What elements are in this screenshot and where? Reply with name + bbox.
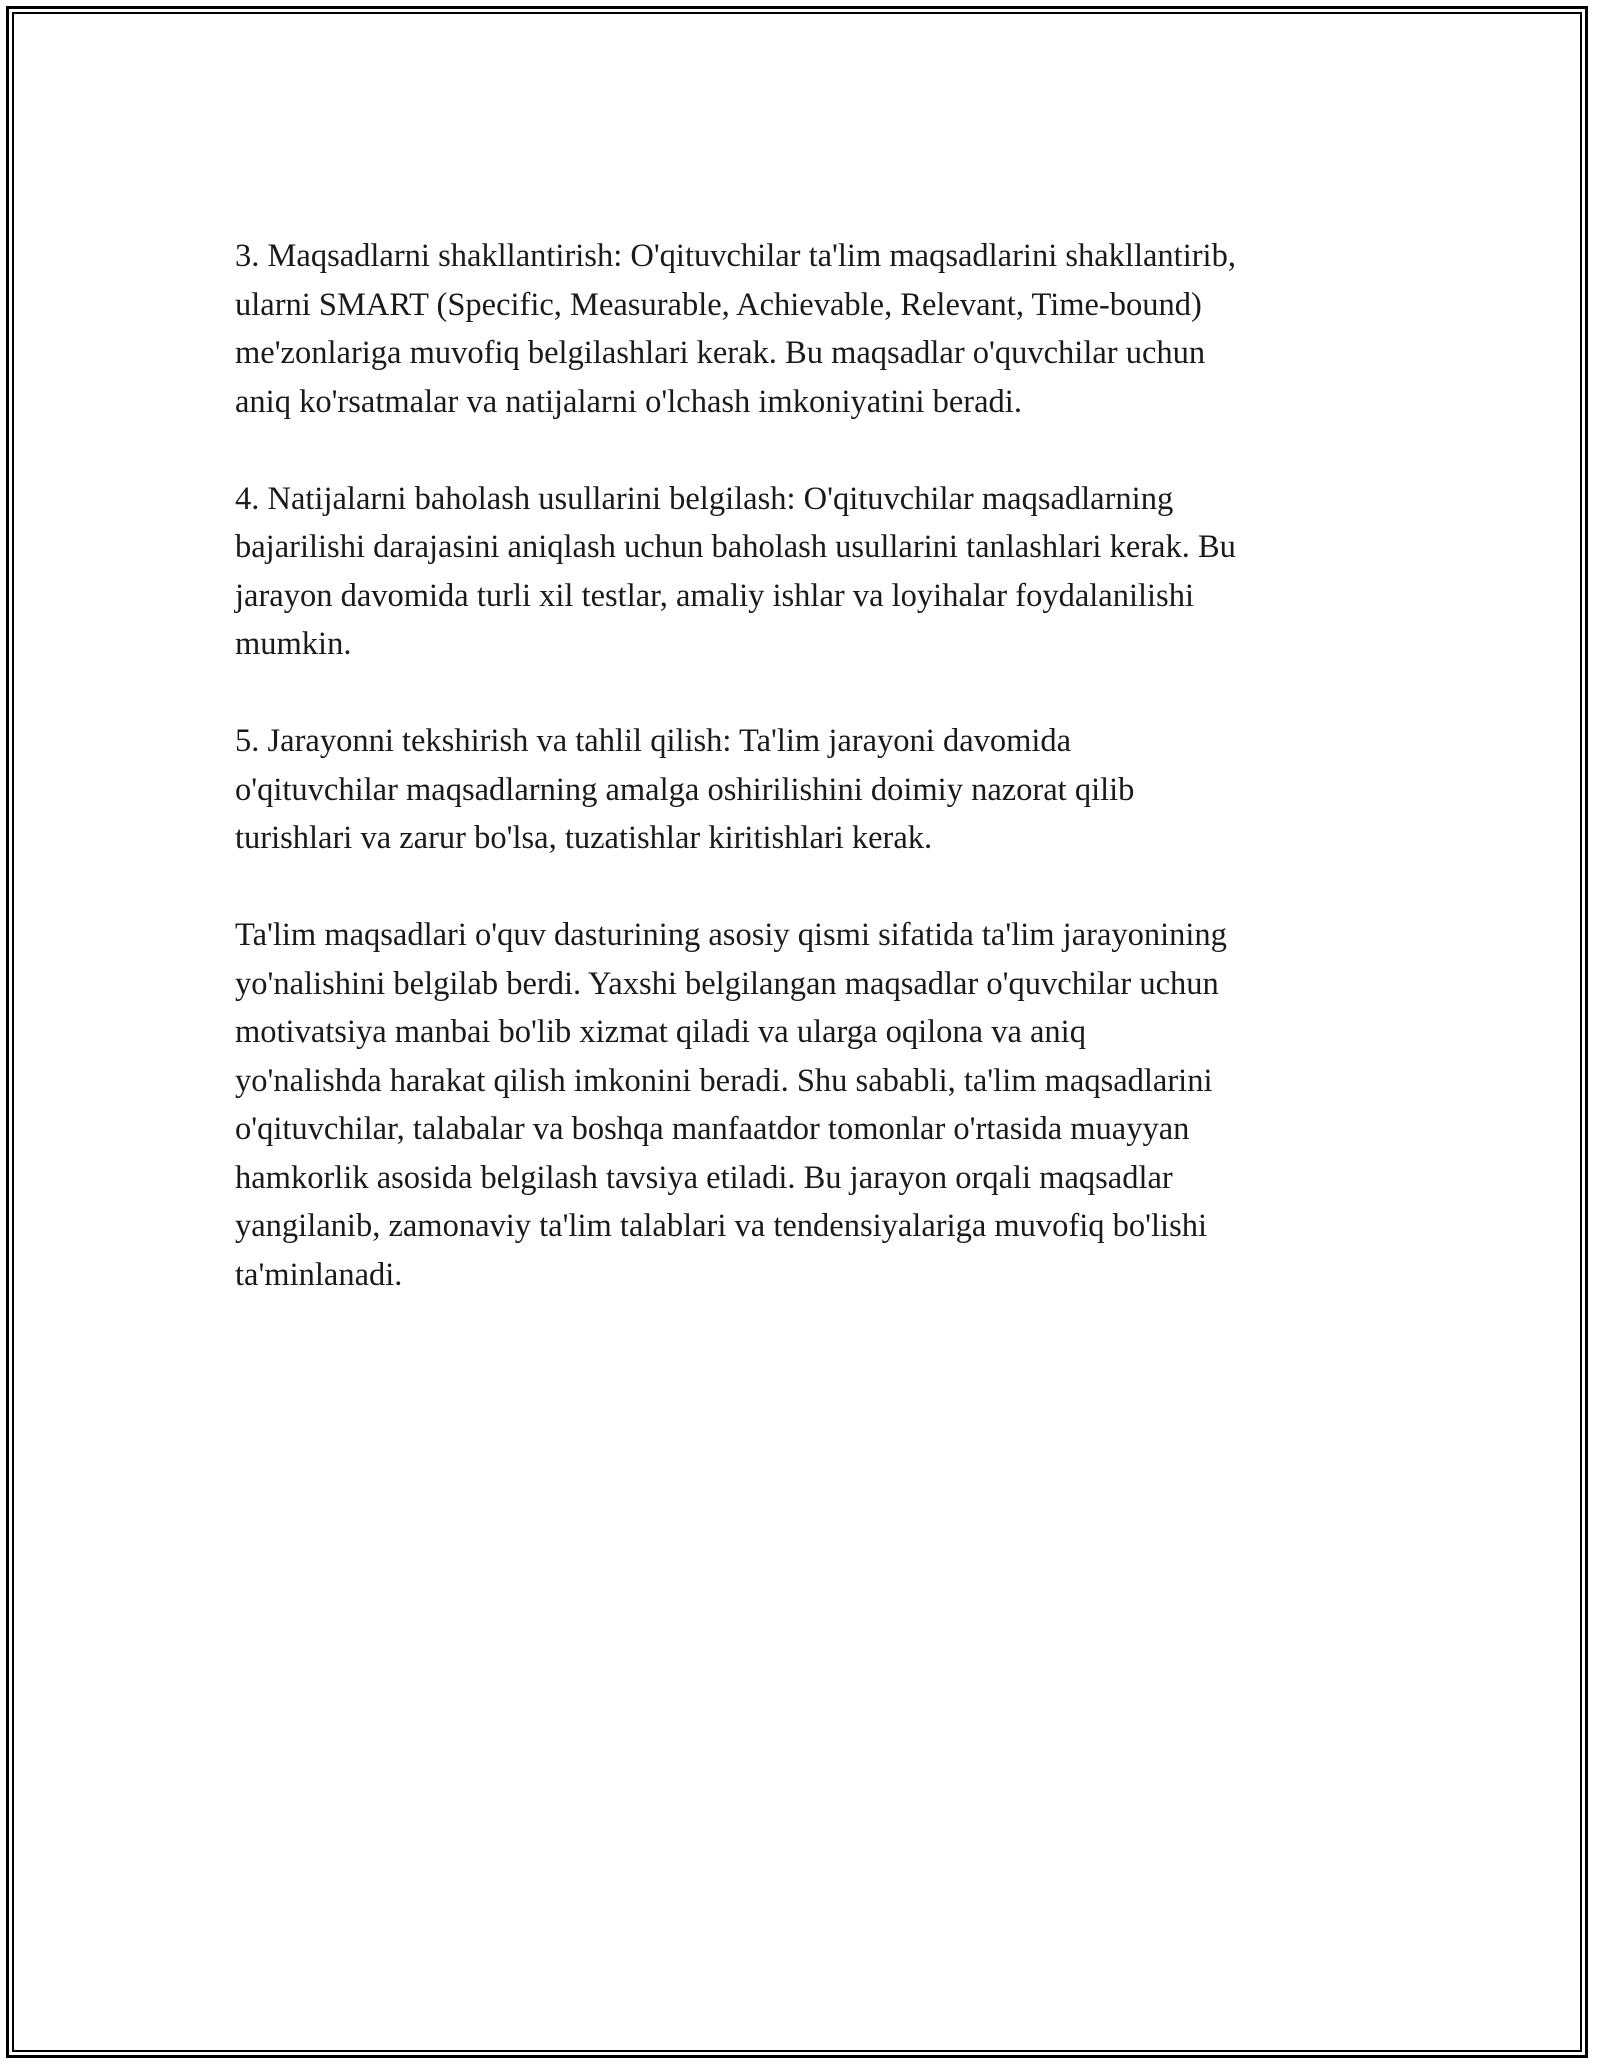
paragraph-conclusion: Ta'lim maqsadlari o'quv dasturining asosiy qismi sifatida ta'lim jarayonining yo'nalishini belgilab berdi. Yaxshi belgilangan maqsadlar o'quvchilar uchun motivatsiya manbai bo'lib xizmat qiladi va ularga oqilona va aniq yo'nalishda harakat qilish imkonini beradi. Shu sababli, ta'lim maqsadlarini o'qituvchilar, talabalar va boshqa manfaatdor tomonlar o'rtasida muayyan hamkorlik asosida belgilash tavsiya etiladi. Bu jarayon orqali maqsadlar yangilanib, zamonaviy ta'lim talablari va tendensiyalariga muvofiq bo'lishi ta'minlanadi. bbox=[235, 917, 1227, 1293]
paragraph-item-5: 5. Jarayonni tekshirish va tahlil qilish: Ta'lim jarayoni davomida o'qituvchilar maqsadlarning amalga oshirilishini doimiy nazorat qilib turishlari va zarur bo'lsa, tuzatishlar kiritishlari kerak. bbox=[235, 723, 1135, 856]
document-body bbox=[235, 232, 1375, 1348]
paragraph-item-4: 4. Natijalarni baholash usullarini belgilash: O'qituvchilar maqsadlarning bajarilishi darajasini aniqlash uchun baholash usullarini tanlashlari kerak. Bu jarayon davomida turli xil testlar, amaliy ishlar va loyihalar foydalanilishi mumkin. bbox=[235, 480, 1236, 662]
paragraph-item-3: 3. Maqsadlarni shakllantirish: O'qituvchilar ta'lim maqsadlarini shakllantirib, ularni SMART (Specific, Measurable, Achievable, Relevant, Time-bound) me'zonlariga muvofiq belgilashlari kerak. Bu maqsadlar o'quvchilar uchun aniq ko'rsatmalar va natijalarni o'lchash imkoniyatini beradi. bbox=[235, 238, 1236, 420]
